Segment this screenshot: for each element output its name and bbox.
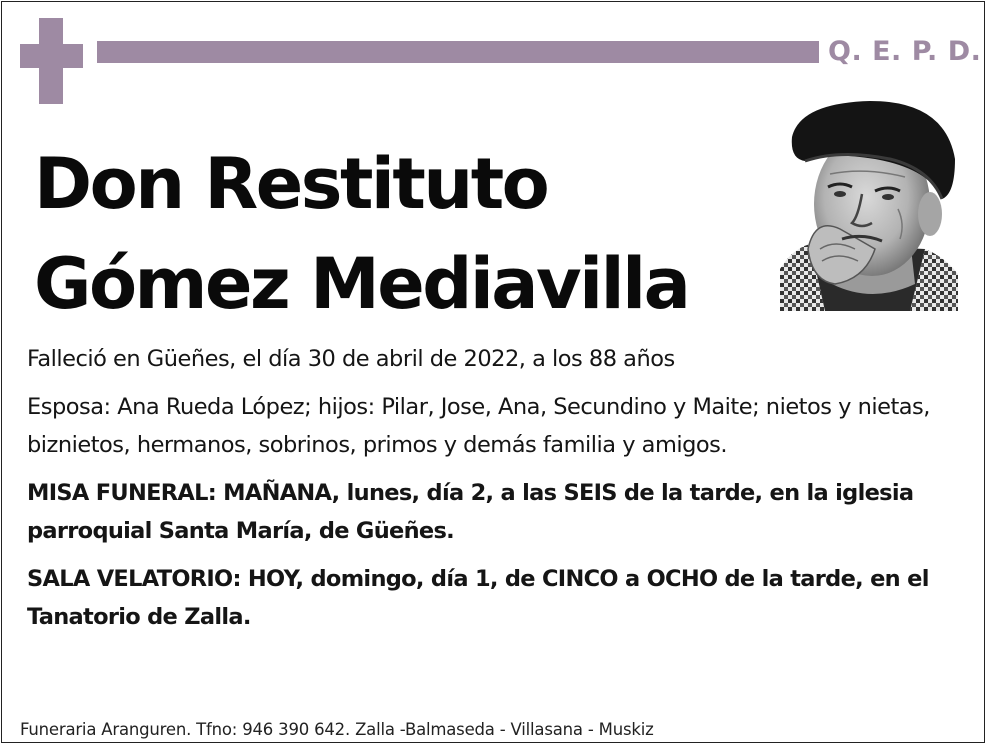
header-bar [97, 41, 819, 63]
funeral-home-footer: Funeraria Aranguren. Tfno: 946 390 642. Zalla -Balmaseda - Villasana - Muskiz [20, 720, 654, 739]
portrait-photo [780, 99, 958, 311]
qepd-label: Q. E. P. D. [828, 36, 982, 67]
deceased-name [34, 134, 754, 334]
cross-icon [20, 18, 83, 104]
obituary-card [1, 1, 985, 743]
name-line-1: Don Restituto [34, 143, 548, 225]
death-notice: Falleció en Güeñes, el día 30 de abril de 2022, a los 88 años [27, 346, 675, 372]
funeral-mass-notice: MISA FUNERAL: MAÑANA, lunes, día 2, a las SEIS de la tarde, en la iglesia parroquial Santa María, de Güeñes. [27, 480, 914, 544]
obituary-body [27, 340, 972, 646]
wake-notice: SALA VELATORIO: HOY, domingo, día 1, de CINCO a OCHO de la tarde, en el Tanatorio de Zalla. [27, 566, 929, 630]
family-notice: Esposa: Ana Rueda López; hijos: Pilar, Jose, Ana, Secundino y Maite; nietos y nietas, biznietos, hermanos, sobrinos, primos y demás familia y amigos. [27, 394, 930, 458]
name-line-2: Gómez Mediavilla [34, 243, 689, 325]
